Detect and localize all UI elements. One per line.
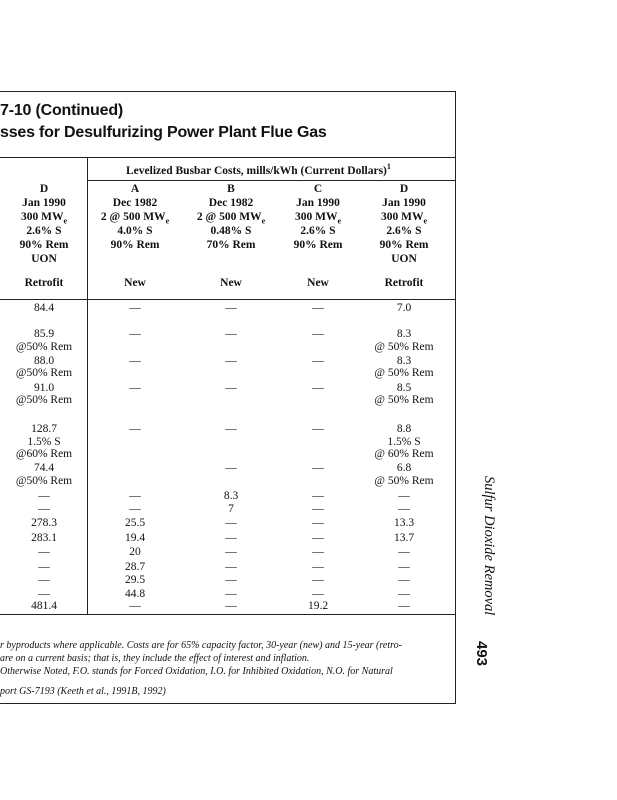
column-code: A — [130, 183, 140, 195]
table-bottom-rule — [0, 614, 455, 615]
column-size — [21, 211, 67, 225]
table-cell: @ 50% Rem — [374, 475, 434, 487]
running-head: Sulfur Dioxide Removal — [481, 476, 497, 616]
table-cell: — — [312, 561, 324, 573]
table-cell: @ 50% Rem — [374, 394, 434, 406]
note-line-3: Otherwise Noted, F.O. stands for Forced Oxidation, I.O. for Inhibited Oxidation, N.O. for Natural — [0, 666, 393, 677]
column-removal: 90% Rem — [19, 239, 69, 251]
column-sulfur: 4.0% S — [117, 225, 153, 237]
note-line-4: port GS-7193 (Keeth et al., 1991B, 1992) — [0, 686, 166, 697]
table-cell: — — [38, 561, 50, 573]
table-cell: 13.7 — [393, 532, 415, 544]
column-code: B — [227, 183, 235, 195]
table-cell: 19.4 — [124, 532, 146, 544]
table-cell: 19.2 — [307, 600, 329, 612]
table-cell: — — [398, 600, 410, 612]
table-cell: 7 — [228, 503, 234, 515]
column-removal: 70% Rem — [206, 239, 256, 251]
table-cell: — — [312, 503, 324, 515]
column-type: Retrofit — [384, 277, 424, 289]
table-title-continued: 7-10 (Continued) — [0, 102, 124, 119]
table-cell: 74.4 — [33, 462, 55, 474]
column-size — [101, 211, 169, 225]
table-cell: — — [129, 302, 141, 314]
column-size-value: 300 MW — [20, 211, 64, 223]
column-size — [295, 211, 341, 225]
table-cell: — — [129, 355, 141, 367]
column-size-value: 300 MW — [294, 211, 338, 223]
table-cell: — — [225, 517, 237, 529]
table-cell: 7.0 — [396, 302, 412, 314]
table-cell: — — [38, 574, 50, 586]
table-cell: 88.0 — [33, 355, 55, 367]
table-cell: — — [38, 490, 50, 502]
table-cell: — — [225, 382, 237, 394]
table-cell: — — [225, 574, 237, 586]
column-sulfur: 2.6% S — [26, 225, 62, 237]
table-cell: @50% Rem — [15, 394, 73, 406]
table-cell: — — [129, 382, 141, 394]
column-size — [197, 211, 265, 225]
table-cell: 44.8 — [124, 588, 146, 600]
table-cell: — — [129, 503, 141, 515]
table-cell: — — [312, 588, 324, 600]
top-rule — [0, 91, 455, 92]
table-cell: 29.5 — [124, 574, 146, 586]
table-cell: — — [129, 600, 141, 612]
column-size-value: 2 @ 500 MW — [100, 211, 166, 223]
column-divider — [87, 157, 88, 614]
column-type: New — [124, 277, 146, 289]
table-cell: — — [225, 302, 237, 314]
column-size-subscript: e — [337, 216, 342, 226]
table-cell: @50% Rem — [15, 475, 73, 487]
table-cell: — — [225, 423, 237, 435]
group-header-footnote: 1 — [386, 162, 391, 171]
table-cell: @ 60% Rem — [374, 448, 434, 460]
table-cell: — — [129, 423, 141, 435]
table-cell: — — [312, 328, 324, 340]
table-cell: 25.5 — [124, 517, 146, 529]
table-cell: 91.0 — [33, 382, 55, 394]
column-sulfur: 0.48% S — [210, 225, 252, 237]
table-cell: — — [225, 546, 237, 558]
table-cell: — — [312, 490, 324, 502]
table-cell: — — [225, 561, 237, 573]
column-sulfur: 2.6% S — [386, 225, 422, 237]
column-header-rule — [0, 299, 455, 300]
table-cell: 28.7 — [124, 561, 146, 573]
table-cell: — — [225, 600, 237, 612]
group-header-rule — [87, 180, 455, 181]
table-cell: — — [312, 382, 324, 394]
table-cell: — — [398, 546, 410, 558]
column-size-subscript: e — [261, 216, 266, 226]
title-rule — [0, 157, 455, 158]
column-size-subscript: e — [165, 216, 170, 226]
column-code: D — [39, 183, 49, 195]
table-cell: 8.5 — [396, 382, 412, 394]
notes-bottom-rule — [0, 703, 455, 704]
column-date: Jan 1990 — [22, 197, 66, 209]
table-cell: — — [398, 503, 410, 515]
table-cell: — — [312, 462, 324, 474]
table-cell: — — [225, 462, 237, 474]
table-cell: — — [38, 503, 50, 515]
table-cell: — — [312, 532, 324, 544]
table-cell: 283.1 — [31, 532, 57, 544]
table-cell: 8.3 — [223, 490, 239, 502]
table-cell: — — [398, 588, 410, 600]
column-type: New — [220, 277, 242, 289]
column-extra: UON — [31, 253, 57, 265]
column-date: Jan 1990 — [296, 197, 340, 209]
column-sulfur: 2.6% S — [300, 225, 336, 237]
column-code: D — [399, 183, 409, 195]
table-cell: 6.8 — [396, 462, 412, 474]
right-border — [455, 91, 456, 704]
table-title: sses for Desulfurizing Power Plant Flue Gas — [0, 124, 327, 141]
column-removal: 90% Rem — [110, 239, 160, 251]
table-cell: @ 50% Rem — [374, 367, 434, 379]
column-size-value: 300 MW — [380, 211, 424, 223]
column-type: New — [307, 277, 329, 289]
table-cell: 278.3 — [31, 517, 57, 529]
table-cell: 85.9 — [33, 328, 55, 340]
table-cell: — — [398, 561, 410, 573]
table-cell: @60% Rem — [15, 448, 73, 460]
table-cell: 128.7 — [31, 423, 57, 435]
note-line-2: are on a current basis; that is, they include the effect of interest and inflation. — [0, 653, 310, 664]
table-cell: 8.3 — [396, 328, 412, 340]
column-date: Jan 1990 — [382, 197, 426, 209]
column-removal: 90% Rem — [293, 239, 343, 251]
column-size-value: 2 @ 500 MW — [196, 211, 262, 223]
table-cell: — — [225, 532, 237, 544]
table-cell: — — [312, 517, 324, 529]
column-date: Dec 1982 — [208, 197, 254, 209]
table-cell: — — [225, 328, 237, 340]
table-cell: 13.3 — [393, 517, 415, 529]
column-size-subscript: e — [63, 216, 68, 226]
table-cell: — — [312, 574, 324, 586]
table-cell: — — [225, 588, 237, 600]
column-extra: UON — [391, 253, 417, 265]
table-cell: @ 50% Rem — [374, 341, 434, 353]
table-cell: @50% Rem — [15, 341, 73, 353]
group-header-text: Levelized Busbar Costs, mills/kWh (Current Dollars) — [126, 164, 387, 177]
table-cell: 8.3 — [396, 355, 412, 367]
table-cell: — — [38, 546, 50, 558]
table-cell: — — [38, 588, 50, 600]
table-cell: — — [312, 302, 324, 314]
column-removal: 90% Rem — [379, 239, 429, 251]
page-number: 493 — [473, 641, 490, 667]
table-cell: — — [398, 490, 410, 502]
table-cell: 20 — [129, 546, 141, 558]
table-cell: — — [225, 355, 237, 367]
table-cell: — — [129, 328, 141, 340]
column-code: C — [313, 183, 323, 195]
table-cell: — — [312, 546, 324, 558]
table-cell: 1.5% S — [27, 436, 61, 448]
table-cell: @50% Rem — [15, 367, 73, 379]
table-cell: — — [398, 574, 410, 586]
table-cell: 8.8 — [396, 423, 412, 435]
table-cell: — — [312, 423, 324, 435]
table-cell: — — [312, 355, 324, 367]
table-cell: 84.4 — [33, 302, 55, 314]
note-line-1: r byproducts where applicable. Costs are for 65% capacity factor, 30-year (new) and 15-year (retro- — [0, 640, 402, 651]
column-date: Dec 1982 — [112, 197, 158, 209]
column-size — [381, 211, 427, 225]
table-cell: 481.4 — [31, 600, 57, 612]
group-header — [126, 162, 391, 177]
column-type: Retrofit — [24, 277, 64, 289]
table-cell: 1.5% S — [387, 436, 421, 448]
column-size-subscript: e — [423, 216, 428, 226]
table-cell: — — [129, 490, 141, 502]
